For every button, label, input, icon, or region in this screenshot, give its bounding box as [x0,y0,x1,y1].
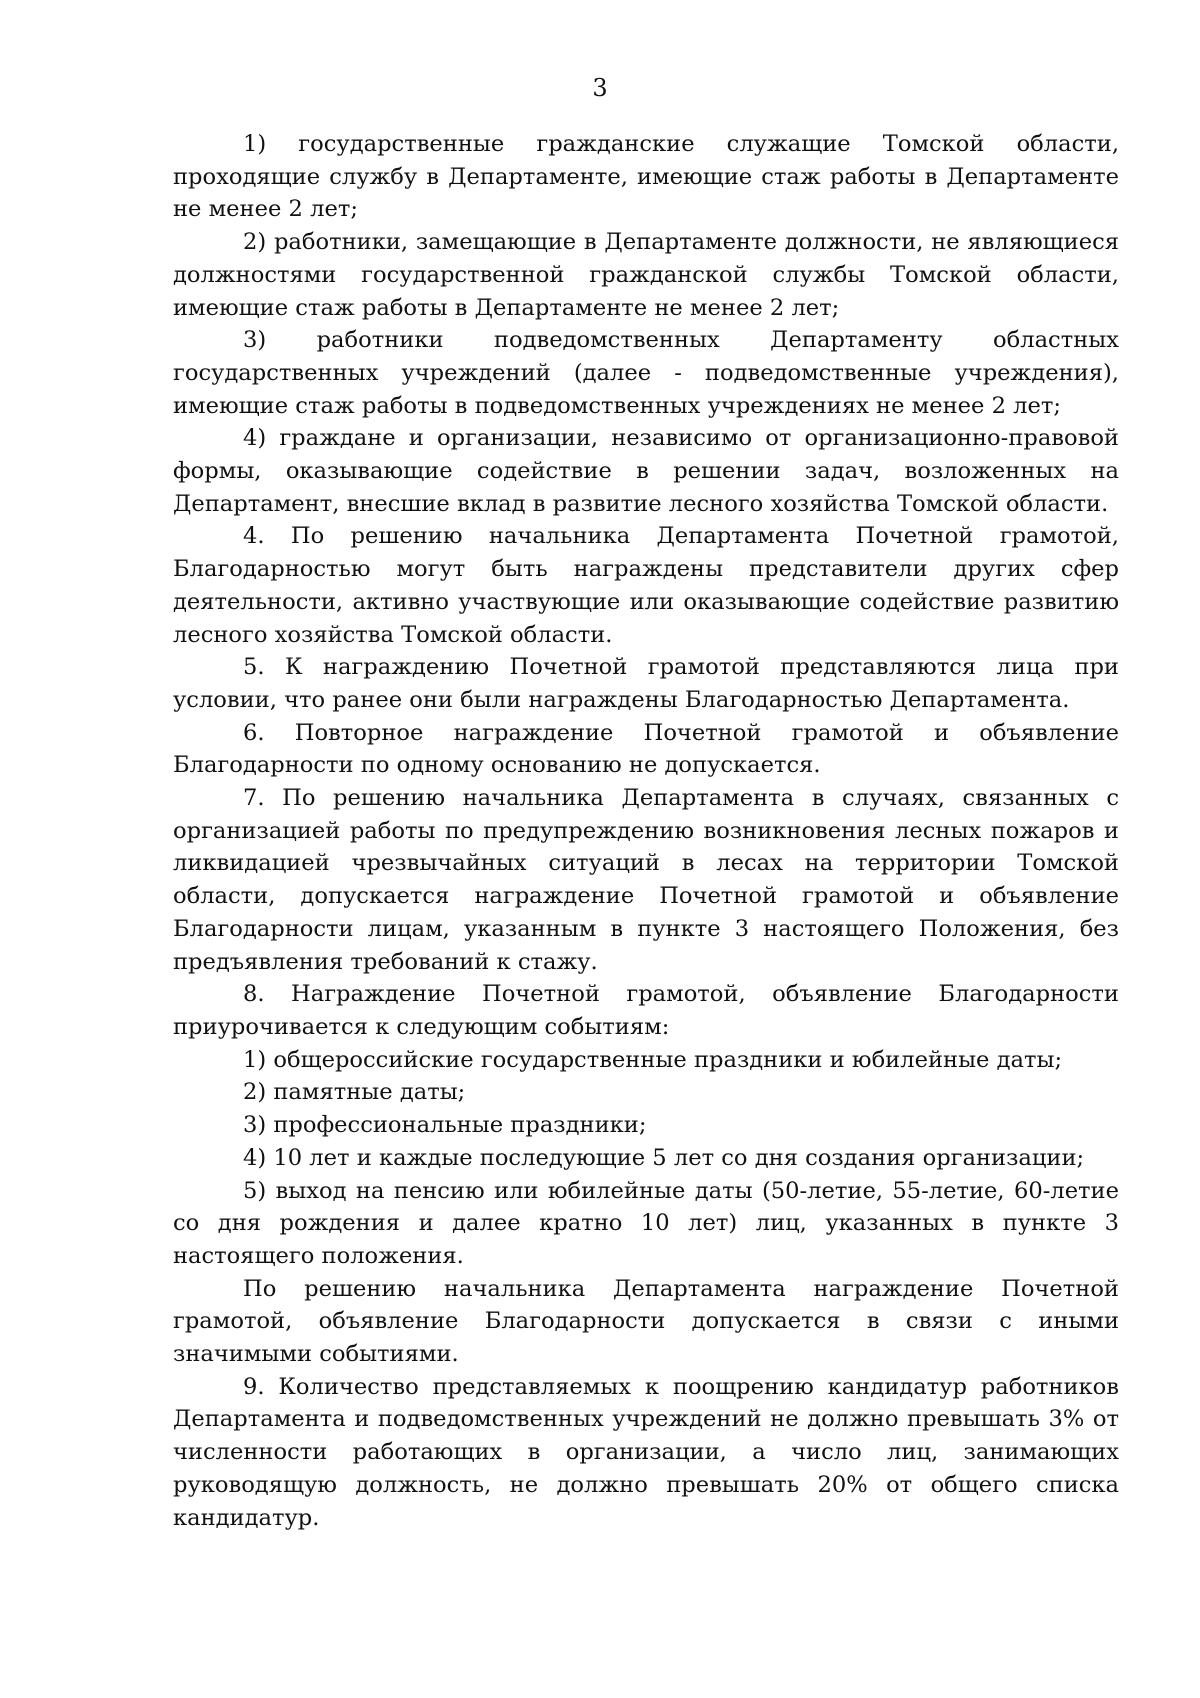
paragraph-section-8-note: По решению начальника Департамента награждение Почетной грамотой, объявление Благодарности допускается в связи с иными значимыми событиями. [173,1275,1119,1368]
paragraph-item-8-4: 4) 10 лет и каждые последующие 5 лет со дня создания организации; [243,1144,1085,1171]
paragraph-section-9: 9. Количество представляемых к поощрению кандидатур работников Департамента и подведомственных учреждений не должно превышать 3% от численности работающих в организации, а число лиц, занимающих руководящую должность, не должно превышать 20% от общего списка кандидатур. [173,1373,1119,1531]
paragraph-item-8-3: 3) профессиональные праздники; [243,1112,647,1139]
paragraph-section-6: 6. Повторное награждение Почетной грамотой и объявление Благодарности по одному основанию не допускается. [173,719,1119,779]
page-number: 3 [592,74,608,102]
paragraph-section-7: 7. По решению начальника Департамента в случаях, связанных с организацией работы по предупреждению возникновения лесных пожаров и ликвидацией чрезвычайных ситуаций в лесах на территории Томской области, допускается награждение Почетной грамотой и объявление Благодарности лицам, указанным в пункте 3 настоящего Положения, без предъявления требований к стажу. [173,785,1119,975]
paragraph-section-5: 5. К награждению Почетной грамотой представляются лица при условии, что ранее они были награждены Благодарностью Департамента. [173,654,1119,713]
paragraph-item-1-2: 2) работники, замещающие в Департаменте должности, не являющиеся должностями государственной гражданской службы Томской области, имеющие стаж работы в Департаменте не менее 2 лет; [173,229,1119,321]
document-body [173,128,1119,1534]
paragraph-item-1-4: 4) граждане и организации, независимо от организационно-правовой формы, оказывающие содействие в решении задач, возложенных на Департамент, внесшие вклад в развитие лесного хозяйства Томской области. [173,425,1119,517]
paragraph-item-8-2: 2) памятные даты; [243,1079,466,1106]
paragraph-item-8-5: 5) выход на пенсию или юбилейные даты (50-летие, 55-летие, 60-летие со дня рождения и далее кратно 10 лет) лиц, указанных в пункте 3 настоящего положения. [173,1177,1119,1269]
paragraph-item-8-1: 1) общероссийские государственные праздники и юбилейные даты; [243,1046,1063,1073]
paragraph-section-4: 4. По решению начальника Департамента Почетной грамотой, Благодарностью могут быть награждены представители других сфер деятельности, активно участвующие или оказывающие содействие развитию лесного хозяйства Томской области. [173,523,1119,648]
paragraph-item-1-1: 1) государственные гражданские служащие Томской области, проходящие службу в Департаменте, имеющие стаж работы в Департаменте не менее 2 лет; [173,131,1119,223]
paragraph-item-1-3: 3) работники подведомственных Департаменту областных государственных учреждений (далее - подведомственные учреждения), имеющие стаж работы в подведомственных учреждениях не менее 2 лет; [173,327,1119,419]
paragraph-section-8: 8. Награждение Почетной грамотой, объявление Благодарности приурочивается к следующим событиям: [173,981,1119,1040]
